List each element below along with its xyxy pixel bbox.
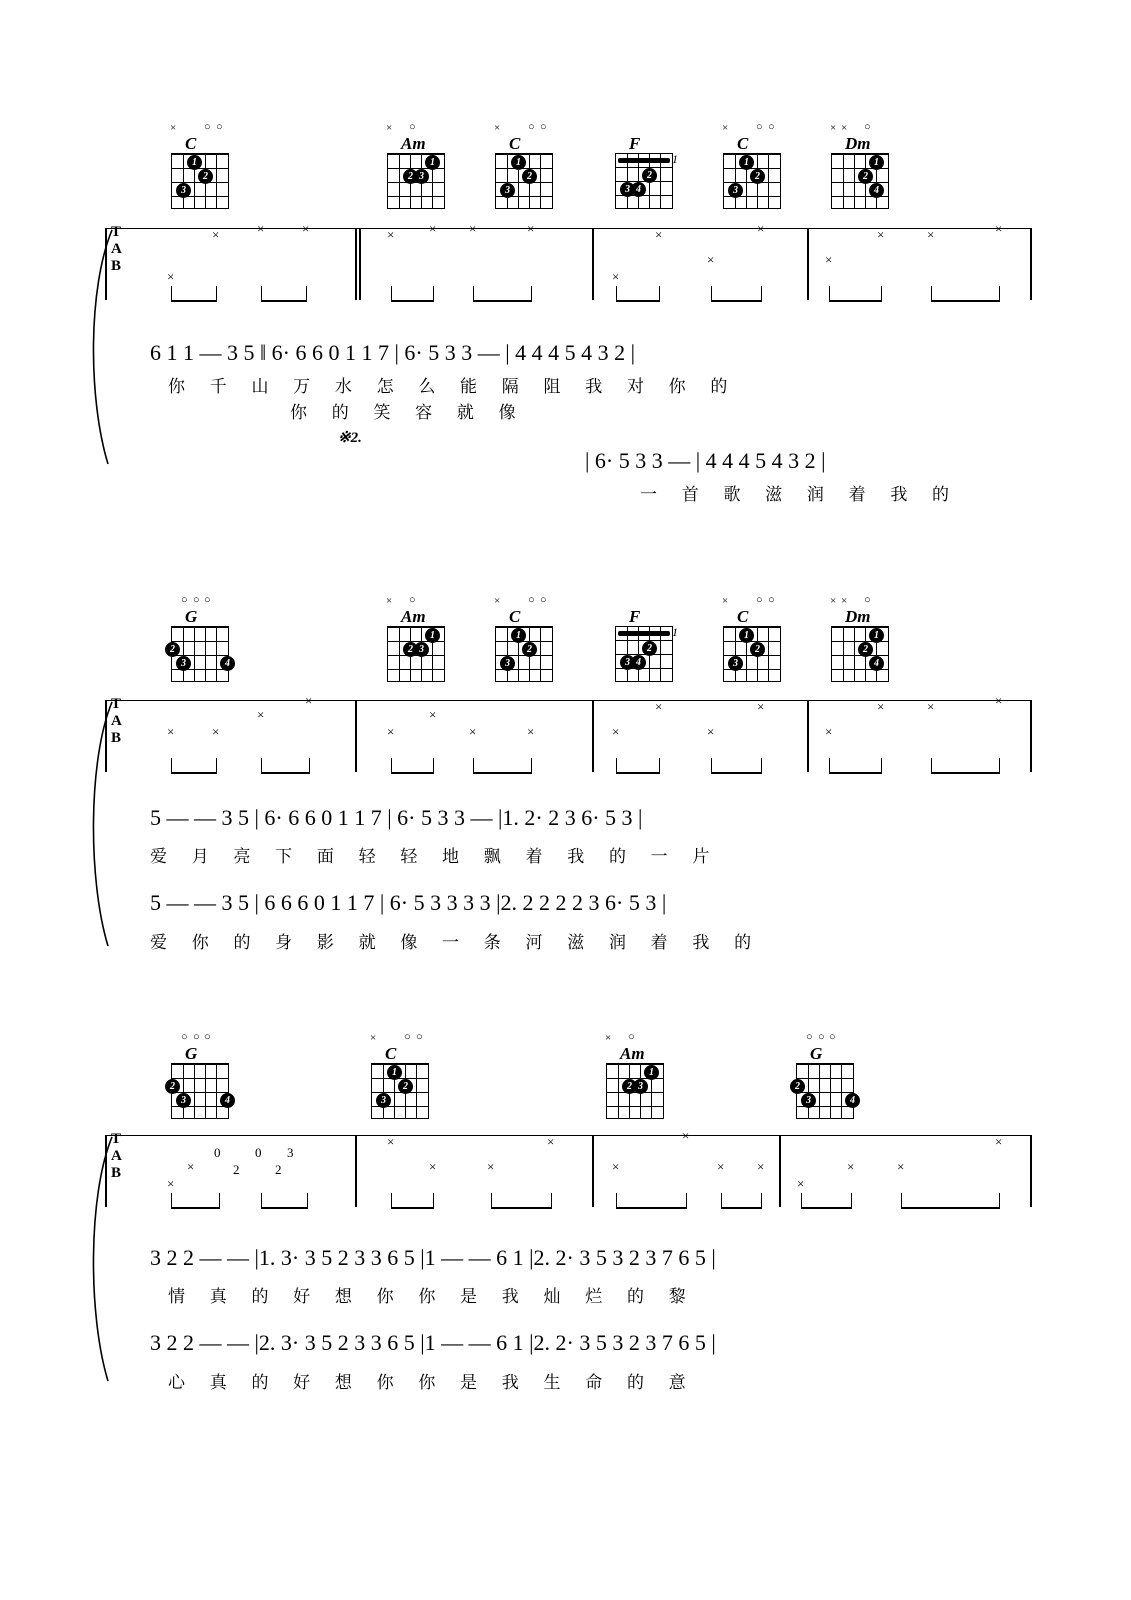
chord-name: Am [401, 134, 426, 153]
chord-diagram-am [381, 121, 447, 209]
chord-name: F [629, 607, 641, 626]
chord-open-marks: ○ ○ ○ [181, 594, 211, 606]
chord-diagram-am-2 [381, 594, 447, 682]
chord-name: C [385, 1044, 397, 1063]
lyrics-line-3: 爱 月 亮 下 面 轻 轻 地 飘 着 我 的 一 片 [150, 847, 720, 866]
chord-name: Am [620, 1044, 645, 1063]
system-brace [82, 228, 122, 468]
chord-open-marks: ○ ○ ○ [181, 1031, 211, 1043]
chord-grid: 1 2 3 4 [615, 626, 673, 682]
chord-open-marks: × ○ ○ [722, 594, 775, 607]
chord-name: C [509, 607, 521, 626]
chord-grid: 1 2 3 [495, 153, 553, 209]
tab-staff-3: T A B 0 0 3 2 2 × × × × × × × × × × × × × × [105, 1135, 1032, 1207]
chord-diagram-dm [825, 121, 891, 209]
chord-grid: 1 2 3 [371, 1063, 429, 1119]
chord-diagram-am-3 [600, 1031, 666, 1119]
chord-name: C [737, 607, 749, 626]
chord-grid: 1 2 3 4 [615, 153, 673, 209]
chord-diagram-g-2 [165, 1031, 231, 1119]
volta-lyrics: 一 首 歌 滋 润 着 我 的 [640, 485, 960, 504]
chord-open-marks: × ○ ○ [370, 1031, 423, 1044]
chord-grid: 1 2 3 [171, 153, 229, 209]
chord-name: C [737, 134, 749, 153]
chord-open-marks: × ○ [386, 121, 416, 134]
chord-open-marks: × ○ [386, 594, 416, 607]
tab-staff-2: T A B × × × × × × × × × × × × × × × × [105, 700, 1032, 772]
chord-name: Dm [845, 607, 871, 626]
chord-diagram-g [165, 594, 231, 682]
chord-open-marks: × × ○ [830, 121, 871, 134]
chord-grid: 1 2 4 [831, 153, 889, 209]
chord-name: C [509, 134, 521, 153]
chord-diagram-f-2 [609, 607, 678, 682]
chord-open-marks: × ○ ○ [494, 594, 547, 607]
chord-diagram-c-5 [717, 594, 783, 682]
chord-grid: 2 3 4 [171, 626, 229, 682]
chord-diagram-g-3 [790, 1031, 856, 1119]
chord-diagram-c [165, 121, 231, 209]
lyrics-line-5: 情 真 的 好 想 你 你 是 我 灿 烂 的 黎 [168, 1287, 696, 1306]
melody-line-1: 6 1 1 — 3 5 ‖ 6· 6 6 0 1 1 7 | 6· 5 3 3 — | 4 4 4 5 4 3 2 | [150, 340, 636, 365]
chord-name: G [185, 607, 198, 626]
chord-grid: 2 3 4 [796, 1063, 854, 1119]
chord-diagram-c-6 [365, 1031, 431, 1119]
chord-diagram-f [609, 134, 678, 209]
chord-name: G [810, 1044, 823, 1063]
chord-open-marks: × × ○ [830, 594, 871, 607]
tab-staff-1: T A B × × × × × × × × × × × × × × × × [105, 228, 1032, 300]
chord-grid: 1 2 3 [606, 1063, 664, 1119]
chord-grid: 2 3 4 [171, 1063, 229, 1119]
chord-open-marks: × ○ ○ [170, 121, 223, 134]
chord-open-marks: × ○ [605, 1031, 635, 1044]
melody-line-4: 5 — — 3 5 | 6 6 6 0 1 1 7 | 6· 5 3 3 3 3 |2. 2 2 2 2 3 6· 5 3 | [150, 890, 667, 915]
chord-name: F [629, 134, 641, 153]
chord-diagram-dm-2 [825, 594, 891, 682]
system-brace-2 [82, 700, 122, 950]
chord-open-marks: × ○ ○ [494, 121, 547, 134]
system-brace-3 [82, 1135, 122, 1385]
segno-repeat-label: ※2. [338, 430, 362, 446]
chord-name: C [185, 134, 197, 153]
chord-name: Am [401, 607, 426, 626]
chord-open-marks: × ○ ○ [722, 121, 775, 134]
chord-diagram-c-2 [489, 121, 555, 209]
chord-grid: 1 2 3 [723, 153, 781, 209]
melody-line-6: 3 2 2 — — |2. 3· 3 5 2 3 3 6 5 |1 — — 6 1 |2. 2· 3 5 3 2 3 7 6 5 | [150, 1330, 716, 1355]
chord-grid: 1 2 3 [387, 626, 445, 682]
chord-grid: 1 2 3 [723, 626, 781, 682]
chord-grid: 1 2 3 [495, 626, 553, 682]
lyrics-line-2: 你 的 笑 容 就 像 [290, 403, 526, 422]
chord-grid: 1 2 4 [831, 626, 889, 682]
lyrics-line-1: 你 千 山 万 水 怎 么 能 隔 阻 我 对 你 的 [168, 377, 738, 396]
chord-name: G [185, 1044, 198, 1063]
chord-name: Dm [845, 134, 871, 153]
melody-line-3: 5 — — 3 5 | 6· 6 6 0 1 1 7 | 6· 5 3 3 — |1. 2· 2 3 6· 5 3 | [150, 805, 643, 830]
chord-grid: 1 2 3 [387, 153, 445, 209]
volta-melody: | 6· 5 3 3 — | 4 4 4 5 4 3 2 | [585, 448, 826, 473]
chord-diagram-c-4 [489, 594, 555, 682]
chord-diagram-c-3 [717, 121, 783, 209]
chord-open-marks: ○ ○ ○ [806, 1031, 836, 1043]
lyrics-line-4: 爱 你 的 身 影 就 像 一 条 河 滋 润 着 我 的 [150, 933, 762, 952]
melody-line-5: 3 2 2 — — |1. 3· 3 5 2 3 3 6 5 |1 — — 6 1 |2. 2· 3 5 3 2 3 7 6 5 | [150, 1245, 716, 1270]
lyrics-line-6: 心 真 的 好 想 你 你 是 我 生 命 的 意 [168, 1373, 696, 1392]
